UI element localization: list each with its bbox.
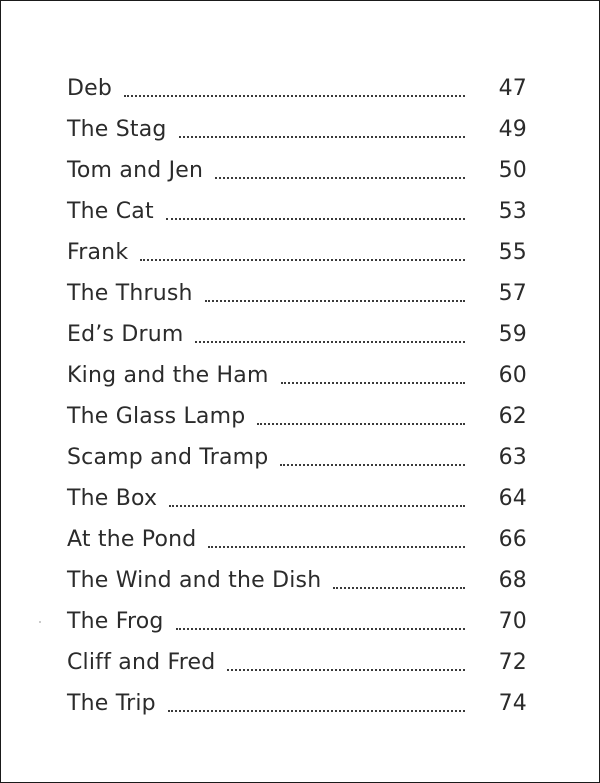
dot-leader [168,710,465,712]
toc-entry-title: The Thrush [67,281,193,306]
dot-leader [124,95,465,97]
dot-leader [195,341,465,343]
toc-entry [67,437,527,478]
toc-entry-title: The Frog [67,609,164,634]
toc-entry [67,396,527,437]
dot-leader [179,136,465,138]
toc-entry [67,560,527,601]
toc-entry-page: 63 [498,445,527,470]
toc-entry-page: 70 [498,609,527,634]
toc-entry-page: 59 [498,322,527,347]
toc-entry [67,683,527,724]
toc-entry-title: The Trip [67,691,156,716]
dot-leader [333,587,465,589]
dot-leader [208,546,465,548]
toc-entry-title: The Box [67,486,158,511]
dot-leader [176,628,465,630]
toc-entry-page: 62 [498,404,527,429]
toc-entry [67,642,527,683]
toc-entry-page: 64 [498,486,527,511]
toc-entry-title: Frank [67,240,129,265]
dot-leader [280,464,465,466]
toc-entry-title: Ed’s Drum [67,322,184,347]
toc-entry-page: 66 [498,527,527,552]
dot-leader [140,259,465,261]
toc-entry-page: 57 [498,281,527,306]
toc-entry-page: 49 [498,117,527,142]
toc-entry [67,601,527,642]
toc-entry-page: 68 [498,568,527,593]
table-of-contents [67,68,527,724]
toc-entry-page: 74 [498,691,527,716]
dot-leader [281,382,465,384]
toc-entry [67,68,527,109]
toc-entry [67,150,527,191]
toc-entry-title: Scamp and Tramp [67,445,269,470]
paper-speck [39,621,41,623]
toc-entry-title: The Stag [67,117,167,142]
toc-entry [67,109,527,150]
dot-leader [205,300,465,302]
toc-entry [67,232,527,273]
toc-entry-title: Tom and Jen [67,158,204,183]
toc-entry-page: 55 [498,240,527,265]
toc-entry-page: 60 [498,363,527,388]
dot-leader [215,177,465,179]
toc-entry-page: 72 [498,650,527,675]
toc-entry-title: Deb [67,76,113,101]
dot-leader [257,423,465,425]
toc-entry [67,314,527,355]
dot-leader [166,218,465,220]
toc-entry-title: The Cat [67,199,154,224]
toc-entry [67,191,527,232]
toc-entry-page: 53 [498,199,527,224]
dot-leader [227,669,465,671]
toc-entry-title: At the Pond [67,527,197,552]
toc-entry [67,519,527,560]
toc-entry [67,478,527,519]
dot-leader [169,505,465,507]
toc-entry-title: Cliff and Fred [67,650,216,675]
toc-entry-title: King and the Ham [67,363,269,388]
toc-entry-title: The Wind and the Dish [67,568,322,593]
toc-entry-title: The Glass Lamp [67,404,246,429]
toc-entry [67,355,527,396]
toc-entry-page: 47 [498,76,527,101]
toc-entry-page: 50 [498,158,527,183]
toc-entry [67,273,527,314]
